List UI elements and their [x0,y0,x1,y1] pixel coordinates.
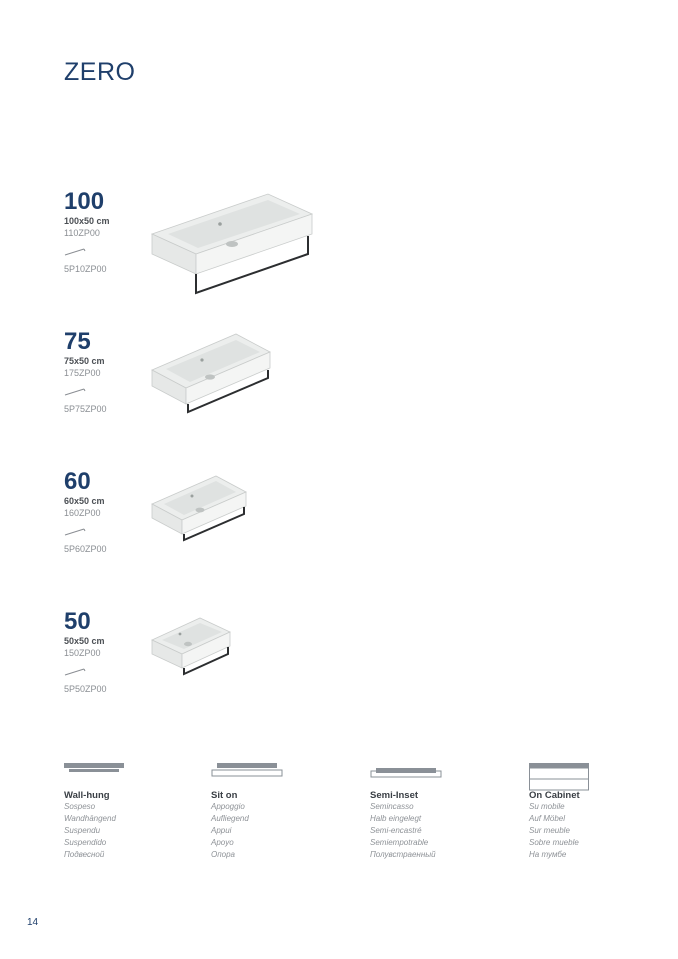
translation: Wandhängend [64,814,116,823]
towel-bar-code: 5P50ZP00 [64,684,107,694]
dimensions: 50x50 cm [64,636,105,646]
translation: Подвесной [64,850,105,859]
mounting-name: Semi-Inset [370,790,419,801]
size-number: 75 [64,328,91,355]
mounting-semi-inset [370,760,510,861]
translation: Semincasso [370,802,414,811]
mounting-name: On Cabinet [529,790,580,801]
size-number: 60 [64,468,91,495]
towel-bar-code: 5P10ZP00 [64,264,107,274]
translation: Appui [211,826,232,835]
page-number: 14 [27,917,39,928]
translation: Suspendido [64,838,107,847]
translation: Опора [211,850,235,859]
mounting-name: Wall-hung [64,790,110,801]
translation: Halb eingelegt [370,814,422,823]
translation: Appoggio [211,802,245,811]
towel-bar-icon [64,388,86,396]
wall-hung-icon [64,760,124,780]
size-number: 50 [64,608,91,635]
mounting-wall-hung [64,760,204,861]
product-code: 175ZP00 [64,368,101,378]
translation: Apoyo [211,838,234,847]
translation: Semiempotrable [370,838,429,847]
translation: Полувстраенный [370,850,436,859]
mounting-sit-on [211,760,351,861]
translation: Suspendu [64,826,101,835]
translation: Su mobile [529,802,565,811]
size-number: 100 [64,188,105,215]
towel-bar-icon [64,248,86,256]
product-code: 110ZP00 [64,228,100,238]
translation: Semi-encastré [370,826,422,835]
towel-bar-icon [64,668,86,676]
translation: Sospeso [64,802,96,811]
dimensions: 100x50 cm [64,216,110,226]
towel-bar-code: 5P60ZP00 [64,544,107,554]
translation: Sobre mueble [529,838,579,847]
on-cabinet-icon [529,760,589,792]
semi-inset-icon [370,760,442,780]
washbasin-75-image [150,332,274,414]
page-title: ZERO [64,58,136,86]
product-code: 150ZP00 [64,648,101,658]
washbasin-100-image [150,192,315,296]
mounting-on-cabinet [529,760,669,861]
translation: Sur meuble [529,826,570,835]
translation: Auf Möbel [529,814,566,823]
towel-bar-icon [64,528,86,536]
dimensions: 75x50 cm [64,356,105,366]
towel-bar-code: 5P75ZP00 [64,404,107,414]
sit-on-icon [211,760,283,780]
dimensions: 60x50 cm [64,496,105,506]
washbasin-60-image [150,474,250,542]
product-code: 160ZP00 [64,508,101,518]
translation: Aufliegend [211,814,249,823]
translation: На тумбе [529,850,567,859]
washbasin-50-image [150,616,234,676]
mounting-name: Sit on [211,790,238,801]
